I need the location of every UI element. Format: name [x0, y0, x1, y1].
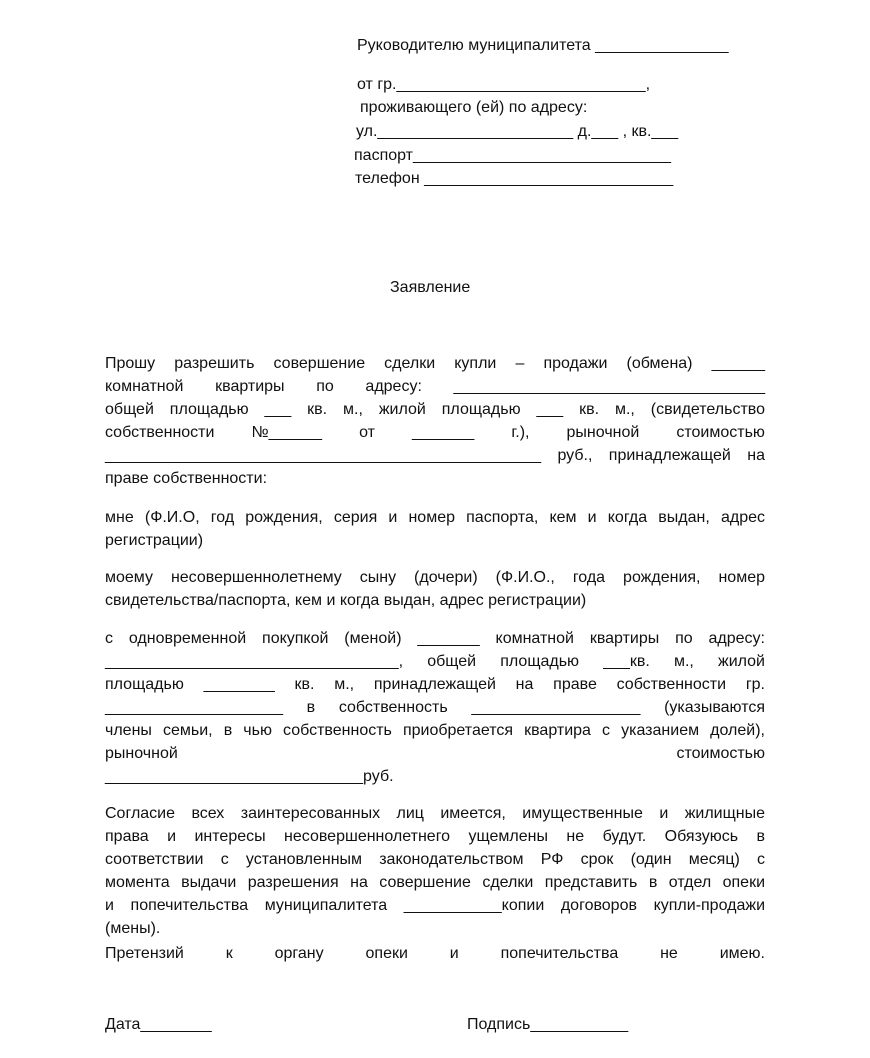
- addressee-line: Руководителю муниципалитета _______________: [357, 37, 729, 54]
- phone-line: телефон ____________________________: [355, 170, 674, 187]
- p5-line-1: Согласие всех заинтересованных лиц имеется, имущественные и жилищные: [105, 805, 765, 822]
- p4-line-3: площадью ________ кв. м., принадлежащей на праве собственности гр.: [105, 676, 765, 693]
- p4-line-5: члены семьи, в чью собственность приобретается квартира с указанием долей),: [105, 722, 765, 739]
- residing-line: проживающего (ей) по адресу:: [360, 99, 588, 116]
- from-line: от гр.____________________________,: [357, 76, 651, 93]
- signature-field: Подпись___________: [467, 1016, 629, 1033]
- p1-line-4: [105, 423, 765, 443]
- p1-l4-word: рыночной: [566, 424, 640, 441]
- p1-line-3: общей площадью ___ кв. м., жилой площадью ___ кв. м., (свидетельство: [105, 401, 765, 418]
- p1-line-2: комнатной квартиры по адресу: ___________________________________: [105, 378, 765, 395]
- p5-line-6: (мены).: [105, 920, 161, 937]
- document-title: Заявление: [390, 279, 471, 296]
- p1-l4-word: стоимостью: [676, 424, 765, 441]
- p1-l4-word: от: [359, 424, 375, 441]
- p3-line-1: моему несовершеннолетнему сыну (дочери) (Ф.И.О., года рождения, номер: [105, 569, 765, 586]
- p1-l4-word: №______: [251, 424, 323, 441]
- p1-l4-word: _______: [412, 424, 475, 441]
- p5-line-4: момента выдачи разрешения на совершение сделки представить в отдел опеки: [105, 874, 765, 891]
- p4-line-4: ____________________ в собственность ___________________ (указываются: [105, 699, 765, 716]
- passport-line: паспорт_____________________________: [354, 147, 672, 164]
- p5-line-2: права и интересы несовершеннолетнего ущемлены не будут. Обязуюсь в: [105, 828, 765, 845]
- p5-line-5: и попечительства муниципалитета ___________копии договоров купли-продажи: [105, 897, 765, 914]
- p2-line-1: мне (Ф.И.О, год рождения, серия и номер паспорта, кем и когда выдан, адрес: [105, 509, 765, 526]
- p2-line-2: регистрации): [105, 532, 204, 549]
- p1-l4-word: собственности: [105, 424, 215, 441]
- p5-line-7: Претензий к органу опеки и попечительства не имею.: [105, 945, 765, 962]
- p4-line-2: _________________________________, общей площадью ___кв. м., жилой: [105, 653, 765, 670]
- p4-line-7: _____________________________руб.: [105, 768, 394, 785]
- p1-line-1: Прошу разрешить совершение сделки купли – продажи (обмена) ______: [105, 355, 765, 372]
- street-line: ул.______________________ д.___ , кв.___: [356, 123, 679, 140]
- p1-l4-word: г.),: [511, 424, 530, 441]
- date-field: Дата________: [105, 1016, 212, 1033]
- p4-l6-word: рыночной: [105, 745, 178, 762]
- p4-l6-word: стоимостью: [676, 745, 765, 762]
- p5-line-3: соответствии с установленным законодательством РФ срок (один месяц) с: [105, 851, 765, 868]
- p1-line-5: _________________________________________________ руб., принадлежащей на: [105, 447, 765, 464]
- p4-line-6: [105, 744, 765, 764]
- p3-line-2: свидетельства/паспорта, кем и когда выдан, адрес регистрации): [105, 592, 587, 609]
- p4-line-1: с одновременной покупкой (меной) _______ комнатной квартиры по адресу:: [105, 630, 765, 647]
- p1-line-6: праве собственности:: [105, 470, 268, 487]
